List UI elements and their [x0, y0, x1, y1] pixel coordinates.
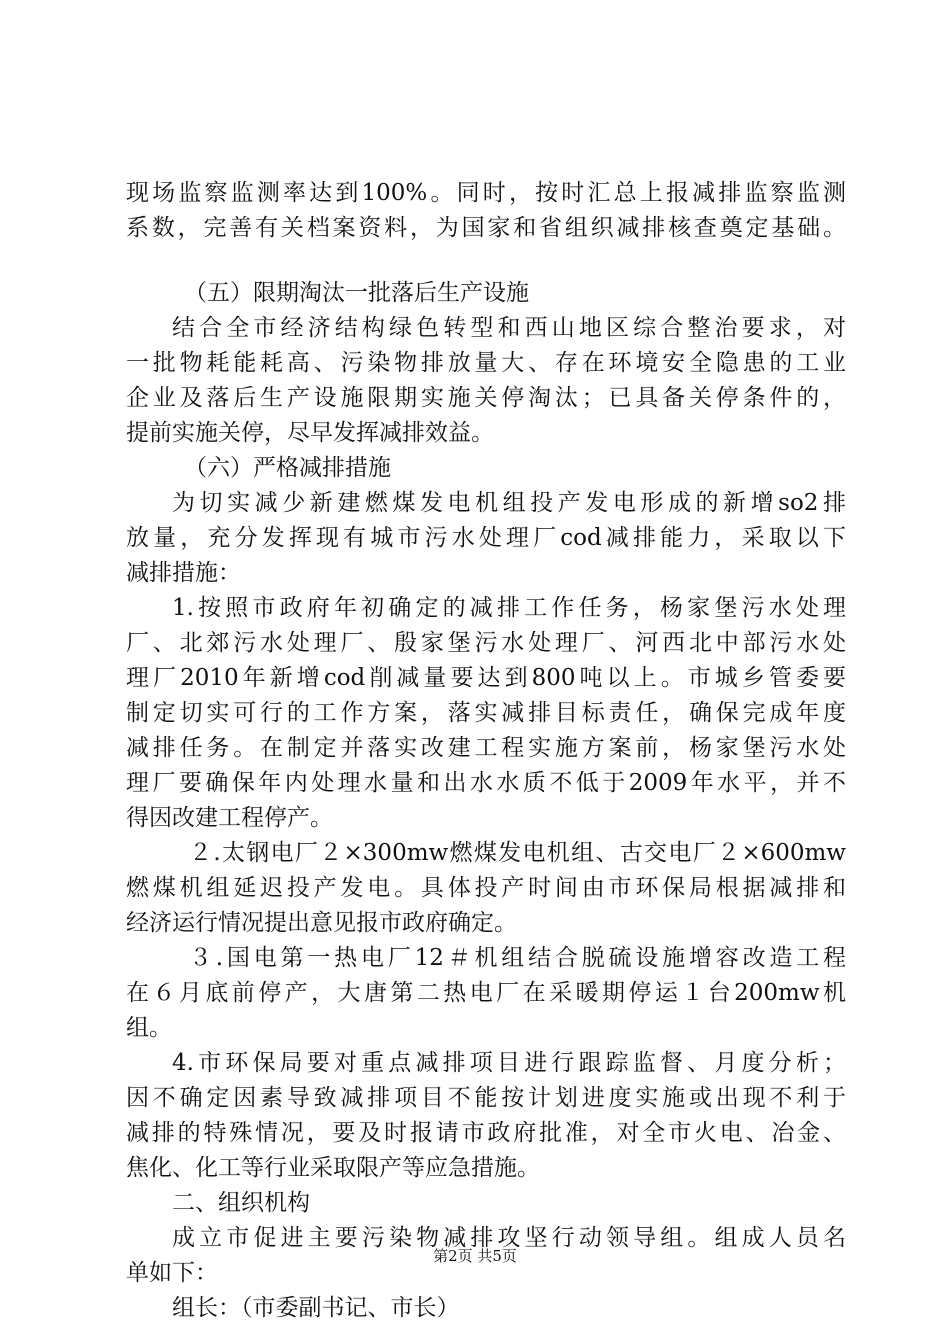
paragraph-line: 企业及落后生产设施限期实施关停淘汰；已具备关停条件的， — [126, 385, 846, 411]
paragraph-line: 组长：（市委副书记、市长） — [172, 1295, 460, 1321]
list-item-line: ２.太钢电厂２×300mw燃煤发电机组、古交电厂２×600mw — [189, 840, 846, 866]
list-item-line: 经济运行情况提出意见报市政府确定。 — [126, 910, 517, 936]
list-item-line: 组。 — [126, 1015, 172, 1041]
paragraph-line: 结合全市经济结构绿色转型和西山地区综合整治要求，对 — [172, 315, 846, 341]
section-heading: 二、组织机构 — [172, 1190, 310, 1216]
list-item-line: 因不确定因素导致减排项目不能按计划进度实施或出现不利于 — [126, 1085, 846, 1111]
list-item-line: 1.按照市政府年初确定的减排工作任务，杨家堡污水处理 — [172, 595, 846, 621]
paragraph-line: 减排措施： — [126, 560, 241, 586]
section-heading: （六）严格减排措施 — [184, 455, 391, 481]
list-item-line: 理厂2010年新增cod削减量要达到800吨以上。市城乡管委要 — [126, 665, 846, 691]
list-item-line: 理厂要确保年内处理水量和出水水质不低于2009年水平，并不 — [126, 770, 846, 796]
paragraph-line: 放量，充分发挥现有城市污水处理厂cod减排能力，采取以下 — [126, 525, 846, 551]
section-heading: （五）限期淘汰一批落后生产设施 — [184, 280, 529, 306]
paragraph-line: 为切实减少新建燃煤发电机组投产发电形成的新增so2排 — [172, 490, 846, 516]
list-item-line: 4.市环保局要对重点减排项目进行跟踪监督、月度分析； — [172, 1050, 846, 1076]
page-number-footer: 第2页 共5页 — [433, 1247, 517, 1265]
list-item-line: 厂、北郊污水处理厂、殷家堡污水处理厂、河西北中部污水处 — [126, 630, 846, 656]
paragraph-line: 系数，完善有关档案资料，为国家和省组织减排核查奠定基础。 — [126, 215, 846, 241]
list-item-line: 得因改建工程停产。 — [126, 805, 333, 831]
list-item-line: 制定切实可行的工作方案，落实减排目标责任，确保完成年度 — [126, 700, 846, 726]
list-item-line: 减排的特殊情况，要及时报请市政府批准，对全市火电、冶金、 — [126, 1120, 846, 1146]
paragraph-line: 一批物耗能耗高、污染物排放量大、存在环境安全隐患的工业 — [126, 350, 846, 376]
paragraph-line: 现场监察监测率达到100%。同时，按时汇总上报减排监察监测 — [126, 180, 846, 206]
list-item-line: 减排任务。在制定并落实改建工程实施方案前，杨家堡污水处 — [126, 735, 846, 761]
list-item-line: 燃煤机组延迟投产发电。具体投产时间由市环保局根据减排和 — [126, 875, 846, 901]
document-body — [126, 176, 846, 1326]
paragraph-line: 成立市促进主要污染物减排攻坚行动领导组。组成人员名 — [172, 1225, 846, 1251]
paragraph-line: 单如下： — [126, 1260, 218, 1286]
list-item-line: 焦化、化工等行业采取限产等应急措施。 — [126, 1155, 540, 1181]
paragraph-line: 提前实施关停，尽早发挥减排效益。 — [126, 420, 494, 446]
list-item-line: 在６月底前停产，大唐第二热电厂在采暖期停运１台200mw机 — [126, 980, 846, 1006]
list-item-line: ３.国电第一热电厂12＃机组结合脱硫设施增容改造工程 — [189, 945, 846, 971]
paragraph-gap — [126, 246, 846, 276]
